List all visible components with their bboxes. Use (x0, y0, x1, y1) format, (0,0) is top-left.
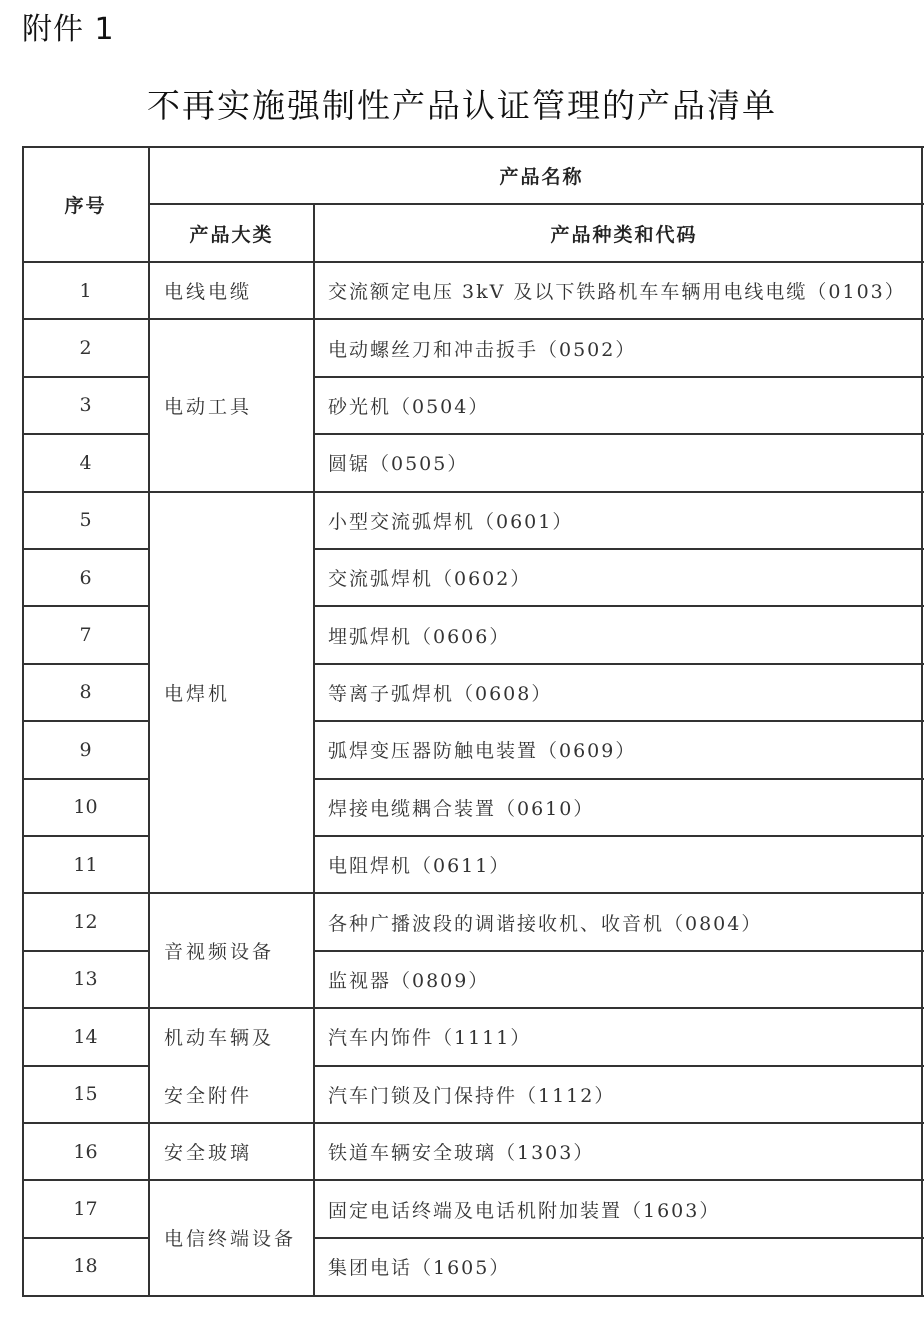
row-divider (22, 778, 149, 780)
header-seq: 序号 (64, 194, 107, 217)
category-label: 安全玻璃 (164, 1142, 253, 1165)
row-product-type-code: 电动螺丝刀和冲击扳手（0502） (328, 338, 637, 361)
row-product-type-code: 等离子弧焊机（0608） (328, 682, 553, 705)
table-border-top (22, 146, 924, 148)
row-product-type-code: 交流弧焊机（0602） (328, 568, 532, 591)
row-divider (22, 1179, 149, 1181)
row-divider (22, 892, 149, 894)
row-product-type-code: 汽车内饰件（1111） (328, 1027, 532, 1050)
row-seq: 7 (79, 624, 92, 647)
row-product-type-code: 电阻焊机（0611） (328, 855, 511, 878)
row-product-type-code: 监视器（0809） (328, 969, 490, 992)
document-title: 不再实施强制性产品认证管理的产品清单 (147, 86, 777, 125)
row-seq: 13 (73, 968, 98, 991)
row-seq: 2 (79, 337, 92, 360)
row-seq: 10 (73, 796, 98, 819)
row-divider (22, 663, 149, 665)
header-category: 产品大类 (189, 223, 274, 246)
row-divider (22, 720, 149, 722)
category-label: 机动车辆及 (164, 1027, 275, 1050)
row-divider (313, 1237, 924, 1239)
category-label: 电动工具 (164, 395, 253, 418)
row-divider (313, 548, 924, 550)
row-divider (313, 605, 924, 607)
product-list-table (22, 146, 924, 1296)
row-divider (313, 376, 924, 378)
table-border-bottom (22, 1295, 924, 1297)
row-product-type-code: 砂光机（0504） (328, 395, 490, 418)
row-product-type-code: 圆锯（0505） (328, 453, 469, 476)
row-divider (313, 1007, 924, 1009)
header-type-and-code: 产品种类和代码 (550, 223, 698, 246)
row-seq: 4 (79, 451, 92, 474)
category-label: 电信终端设备 (164, 1228, 297, 1251)
row-divider (313, 720, 924, 722)
row-product-type-code: 焊接电缆耦合装置（0610） (328, 797, 595, 820)
row-divider (313, 1122, 924, 1124)
row-divider (22, 491, 149, 493)
row-seq: 9 (79, 738, 92, 761)
row-seq: 8 (79, 681, 92, 704)
row-product-type-code: 小型交流弧焊机（0601） (328, 510, 574, 533)
row-product-type-code: 埋弧焊机（0606） (328, 625, 511, 648)
row-divider (22, 433, 149, 435)
row-divider (22, 1122, 149, 1124)
row-seq: 5 (79, 509, 92, 532)
attachment-label: 附件 1 (22, 12, 115, 47)
row-seq: 1 (79, 279, 92, 302)
row-product-type-code: 铁道车辆安全玻璃（1303） (328, 1142, 595, 1165)
row-seq: 14 (73, 1025, 98, 1048)
row-seq: 3 (79, 394, 92, 417)
row-divider (313, 663, 924, 665)
row-divider (22, 835, 149, 837)
row-divider (22, 376, 149, 378)
category-label: 电焊机 (164, 682, 231, 705)
row-divider (313, 835, 924, 837)
row-divider (313, 892, 924, 894)
row-product-type-code: 汽车门锁及门保持件（1112） (328, 1084, 616, 1107)
row-seq: 16 (73, 1140, 98, 1163)
row-divider (313, 433, 924, 435)
row-divider (22, 605, 149, 607)
row-seq: 15 (73, 1083, 98, 1106)
row-seq: 11 (73, 853, 98, 876)
row-divider (22, 1237, 149, 1239)
row-divider (22, 950, 149, 952)
row-divider (313, 491, 924, 493)
category-label: 安全附件 (164, 1084, 253, 1107)
row-divider (313, 950, 924, 952)
row-divider (22, 1065, 149, 1067)
row-seq: 12 (73, 911, 98, 934)
row-seq: 17 (73, 1198, 98, 1221)
row-divider (313, 318, 924, 320)
category-label: 音视频设备 (164, 941, 275, 964)
header-product-name: 产品名称 (499, 165, 584, 188)
row-divider (22, 548, 149, 550)
row-product-type-code: 固定电话终端及电话机附加装置（1603） (328, 1199, 721, 1222)
row-divider (22, 318, 149, 320)
row-seq: 6 (79, 566, 92, 589)
row-product-type-code: 各种广播波段的调谐接收机、收音机（0804） (328, 912, 763, 935)
row-divider (313, 778, 924, 780)
row-product-type-code: 集团电话（1605） (328, 1256, 511, 1279)
category-label: 电线电缆 (164, 281, 253, 304)
row-divider (313, 1179, 924, 1181)
row-seq: 18 (73, 1255, 98, 1278)
row-divider (22, 1007, 149, 1009)
row-product-type-code: 弧焊变压器防触电装置（0609） (328, 740, 637, 763)
row-divider (313, 1065, 924, 1067)
row-product-type-code: 交流额定电压 3kV 及以下铁路机车车辆用电线电缆（0103） (328, 281, 906, 304)
header-divider (149, 203, 924, 205)
